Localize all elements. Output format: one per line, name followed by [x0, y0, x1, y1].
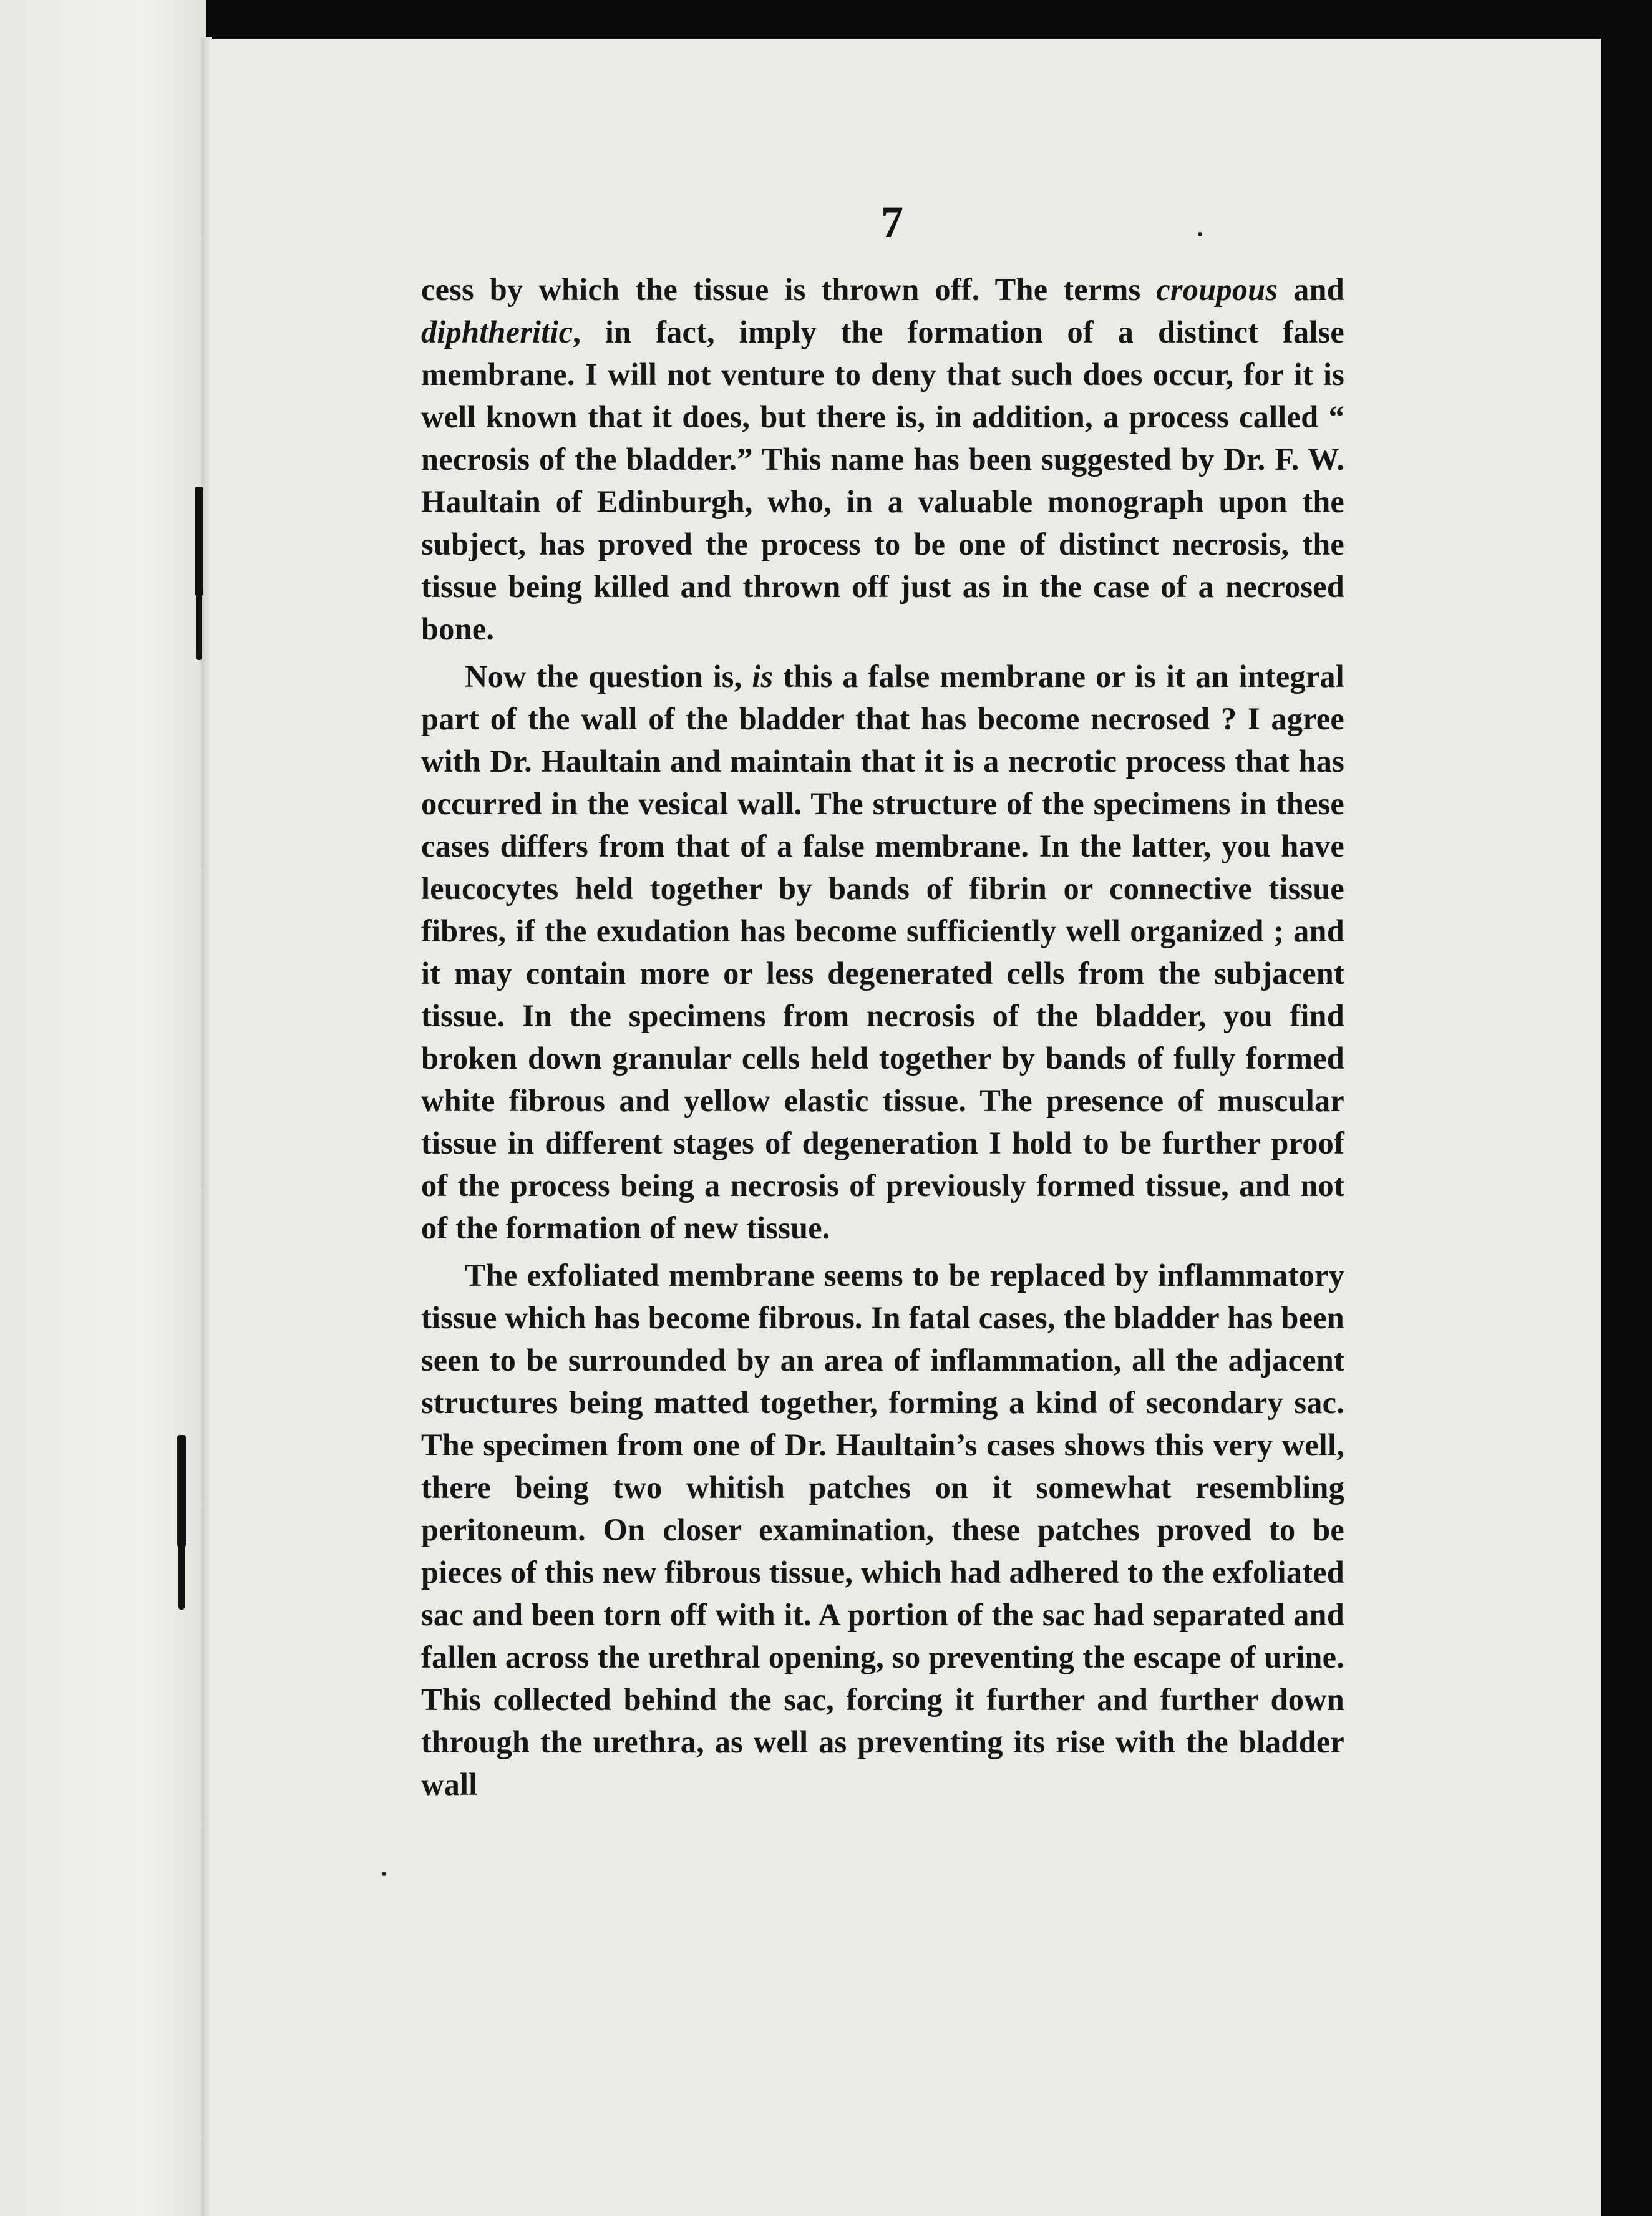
paragraph — [421, 655, 1344, 1249]
italic-term: is — [752, 659, 774, 694]
text-run: cess by which the tissue is thrown off. The terms — [421, 272, 1157, 307]
italic-term: diphtheritic — [421, 314, 573, 349]
facing-page-strip — [0, 0, 206, 2216]
binding-mark — [178, 1522, 185, 1610]
paragraph — [421, 268, 1344, 650]
text-run: this a false membrane or is it an integral part of the wall of the bladder that has become necrosed ? I agree with Dr. Haultain and maintain that it is a necrotic process that has occurred in the vesical wall. The structure of the specimens in these cases differs from that of a false membrane. In the latter, you have leucocytes held together by bands of fibrin or connective tissue fibres, if the exudation has become sufficiently well organized ; and it may contain more or less degenerated cells from the subjacent tissue. In the specimens from necrosis of the bladder, you find broken down granular cells held together by bands of fully formed white fibrous and yellow elastic tissue. The presence of muscular tissue in different stages of degeneration I hold to be further proof of the process being a necrosis of previously formed tissue, and not of the formation of new tissue. — [421, 659, 1344, 1245]
speck — [1198, 232, 1202, 236]
text-run: The exfoliated membrane seems to be replaced by inflammatory tissue which has become fibrous. In fatal cases, the bladder has been seen to be surrounded by an area of inflammation, all the adjacent structures being matted together, forming a kind of secondary sac. The specimen from one of Dr. Haultain’s cases shows this very well, there being two whitish patches on it somewhat resembling peritoneum. On closer examination, these patches proved to be pieces of this new fibrous tissue, which had adhered to the exfoliated sac and been torn off with it. A portion of the sac had separated and fallen across the urethral opening, so preventing the escape of urine. This collected behind the sac, forcing it further and further down through the urethra, as well as preventing its rise with the bladder wall — [421, 1258, 1344, 1802]
text-run: Now the question is, — [465, 659, 752, 694]
speck — [382, 1872, 386, 1876]
text-run: , in fact, imply the formation of a distinct false membrane. I will not venture to deny that such does occur, for it is well known that it does, but there is, in addition, a process called “ necrosis of the bladder.” This name has been suggested by Dr. F. W. Haultain of Edinburgh, who, in a valuable monograph upon the subject, has proved the process to be one of distinct necrosis, the tissue being killed and thrown off just as in the case of a necrosed bone. — [421, 314, 1344, 646]
page-number: 7 — [881, 197, 903, 247]
body-text — [421, 268, 1344, 1810]
paragraph — [421, 1254, 1344, 1805]
binding-mark — [196, 573, 202, 660]
scan-top-border — [0, 0, 1652, 41]
scan-right-border — [1601, 0, 1652, 2216]
text-run: and — [1278, 272, 1344, 307]
italic-term: croupous — [1156, 272, 1278, 307]
